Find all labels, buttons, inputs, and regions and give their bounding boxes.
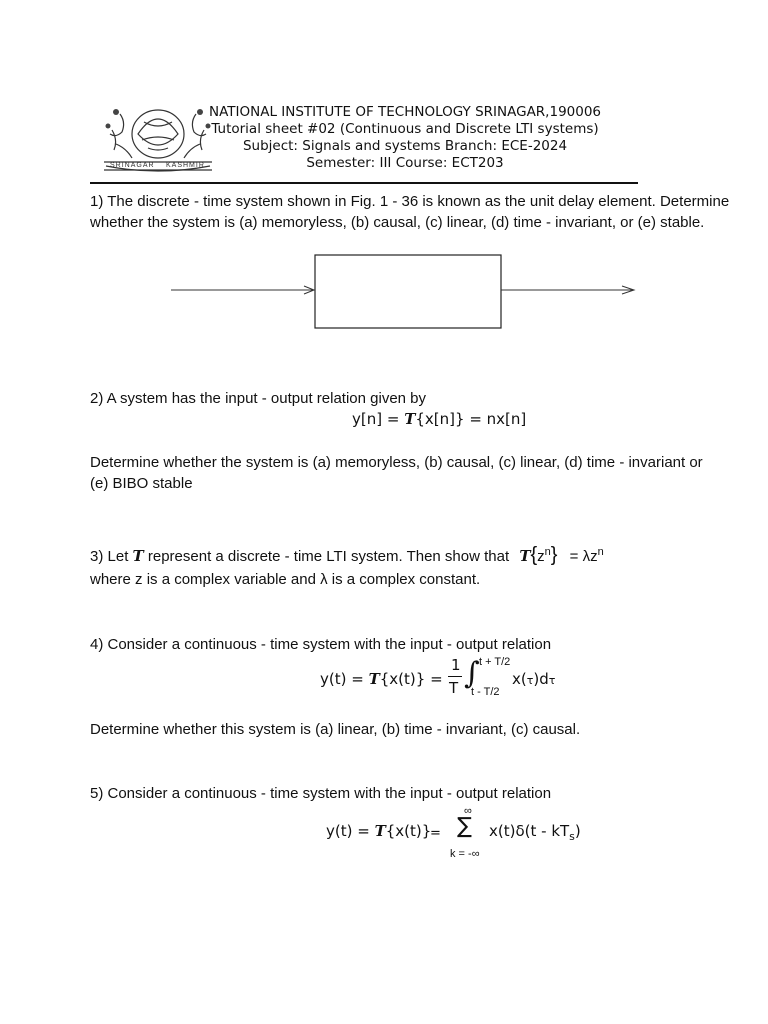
q1-line1: 1) The discrete - time system shown in Fig. 1 - 36 is known as the unit delay element. Determine (90, 193, 730, 210)
header-institute: NATIONAL INSTITUTE OF TECHNOLOGY SRINAGAR,190006 (208, 104, 602, 120)
q3-line2: where z is a complex variable and λ is a complex constant. (90, 571, 481, 588)
output-arrowhead (622, 286, 634, 294)
q5-sum-upper: ∞ (464, 805, 472, 817)
q5-sum-sign: ∑ (457, 814, 472, 839)
header-divider (90, 182, 638, 184)
q4-upper-limit: t + T/2 (479, 656, 511, 668)
q5-line1: 5) Consider a continuous - time system with the input - output relation (90, 785, 552, 802)
q5-mid-text: {x(t)} (385, 822, 432, 840)
q2-eq-rhs: {x[n]} = nx[n] (415, 410, 527, 428)
header-semester: Semester: III Course: ECT203 (306, 155, 504, 171)
q3-rhs-exp: n (597, 546, 604, 558)
q3-line1: 3) Let T represent a discrete - time LTI system. Then show that $T\{z^n\} = \lambda z^n$ (90, 544, 604, 566)
q4-mid-text: {x(t)} = (379, 670, 443, 688)
q5-summand-text: x(t)δ(t - kT (489, 822, 570, 840)
q4-frac-den: T (449, 679, 459, 697)
q5-eq-lhs (326, 822, 431, 840)
q3-z: z (537, 548, 545, 565)
q5-sub-s: s (569, 830, 575, 843)
q4-eq-lhs (320, 670, 443, 688)
q5-sum-lower: k = -∞ (450, 848, 480, 860)
q2-line1: 2) A system has the input - output relation given by (90, 390, 427, 407)
q5-operator: T (374, 822, 386, 840)
q4-integrand (512, 670, 555, 688)
q4-operator: T (368, 670, 380, 688)
input-arrowhead (304, 286, 314, 294)
q3-operator: T (132, 547, 144, 565)
q5-summand (489, 822, 581, 843)
q3-mid: represent a discrete - time LTI system. Then show that (147, 548, 510, 565)
q2-eq-lhs: y[n] = (352, 410, 400, 428)
q4-lhs-text: y(t) = (320, 670, 364, 688)
logo-caption-left: SRINAGAR (110, 162, 155, 169)
q4-frac-bar (448, 676, 462, 677)
q4-lower-limit: t - T/2 (471, 686, 500, 698)
q4-line1: 4) Consider a continuous - time system with the input - output relation (90, 636, 552, 653)
q4-frac-num: 1 (451, 656, 461, 674)
q4-integrand-b: )d (533, 670, 549, 688)
q2-eq-operator: T (404, 410, 416, 428)
q4-line2: Determine whether this system is (a) linear, (b) time - invariant, (c) causal. (90, 721, 581, 738)
q4-integral-sign: ∫ (464, 656, 480, 691)
q5-lhs-text: y(t) = (326, 822, 370, 840)
q2-equation (352, 410, 526, 428)
logo-caption-right: KASHMIR (166, 162, 205, 169)
q4-integrand-a: x( (512, 670, 527, 688)
q3-operator-2: T (519, 547, 531, 565)
header-tutorial: Tutorial sheet #02 (Continuous and Discrete LTI systems) (211, 121, 599, 137)
delay-block (315, 255, 501, 328)
q3-prefix: 3) Let (90, 548, 129, 565)
q3-z-exp: n (544, 546, 551, 558)
q5-close-paren: ) (574, 822, 581, 840)
q4-tau-2: τ (548, 674, 556, 687)
q4-tau: τ (526, 674, 534, 687)
q2-line2: Determine whether the system is (a) memoryless, (b) causal, (c) linear, (d) time - invariant or (90, 454, 703, 471)
q3-rhs: = λz (569, 548, 598, 565)
header-subject: Subject: Signals and systems Branch: ECE-2024 (242, 138, 568, 154)
q1-line2: whether the system is (a) memoryless, (b) causal, (c) linear, (d) time - invariant, or (e) stable. (90, 214, 705, 231)
q2-line3: (e) BIBO stable (90, 475, 193, 492)
q5-equals: = (430, 826, 441, 841)
